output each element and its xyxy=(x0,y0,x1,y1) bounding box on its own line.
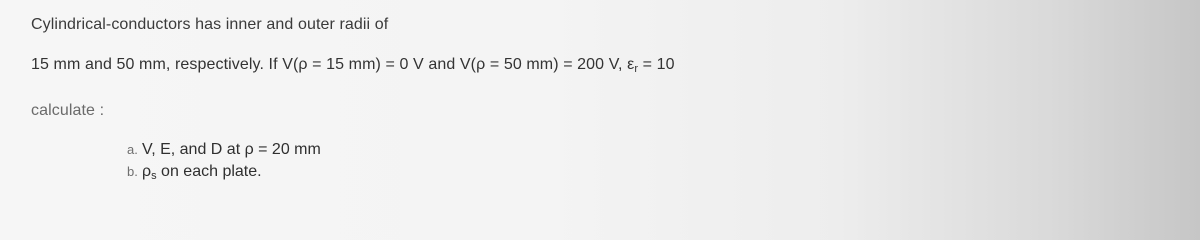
problem-statement-line-2-tail: = 10 xyxy=(638,56,675,73)
calculate-label: calculate : xyxy=(31,102,105,119)
item-b-tail: on each plate. xyxy=(156,163,262,180)
question-item-a xyxy=(127,140,321,160)
item-b-subscript: s xyxy=(151,170,157,182)
item-b-rho: ρ xyxy=(142,163,152,180)
item-a-marker: a. xyxy=(127,142,138,157)
problem-statement-line-1: Cylindrical-conductors has inner and outer radii of xyxy=(31,16,389,33)
item-b-marker: b. xyxy=(127,164,138,179)
question-item-b xyxy=(127,162,262,182)
item-a-text: V, E, and D at ρ = 20 mm xyxy=(142,141,321,158)
problem-statement-line-2 xyxy=(31,55,675,75)
epsilon-subscript: r xyxy=(634,63,639,75)
problem-statement-line-2-text: 15 mm and 50 mm, respectively. If V(ρ = 15 mm) = 0 V and V(ρ = 50 mm) = 200 V, ε xyxy=(31,56,635,73)
